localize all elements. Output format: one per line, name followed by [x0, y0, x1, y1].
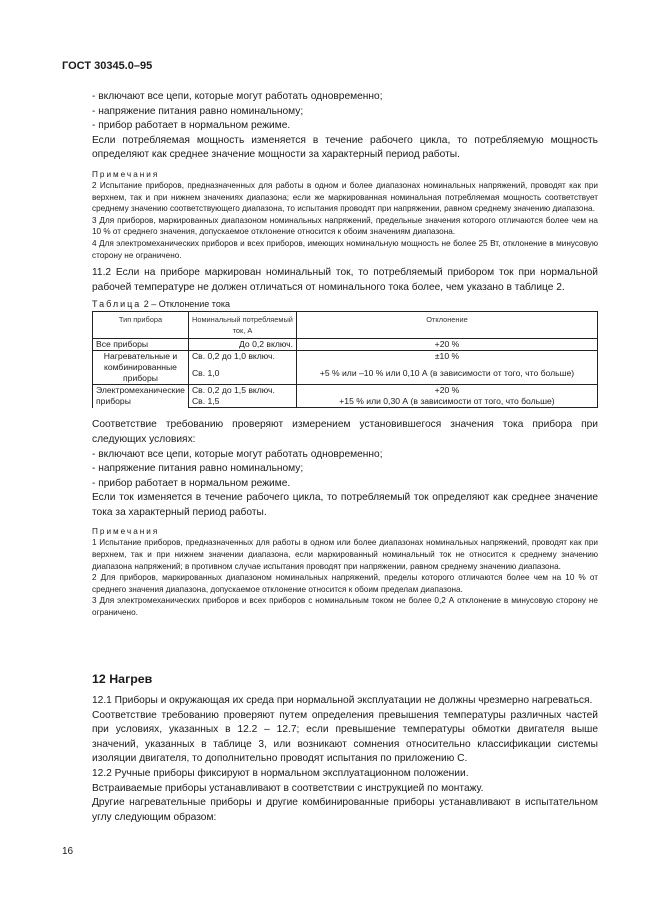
section-12-body	[92, 694, 598, 825]
condition-line: - прибор работает в нормальном режиме.	[92, 120, 291, 132]
cell-nominal: Св. 0,2 до 1,0 включ.	[188, 351, 296, 368]
table-row	[93, 339, 598, 351]
check-paragraph: Соответствие требованию проверяют путем определения превышения температуры различных частей при условиях, указанных в 12.2 – 12.7; если превышение температуры обмотки двигателя выше значений, указанных в таблице 3, или возникают сомнения относительно классификации системы изоляции двигателя, то дополнительно проводят испытания по приложению С.	[92, 709, 598, 765]
notes-heading: Примечания	[92, 169, 160, 179]
cell-deviation: +20 %	[296, 339, 597, 351]
cell-nominal: Св. 0,2 до 1,5 включ.	[188, 385, 296, 397]
section-title: 12 Нагрев	[92, 672, 153, 686]
other-appliances-paragraph: Другие нагревательные приборы и другие комбинированные приборы устанавливают в испытательном углу следующим образом:	[92, 797, 598, 823]
notes-heading: Примечания	[92, 527, 160, 537]
cell-type: Все приборы	[93, 339, 189, 351]
current-paragraph: Если ток изменяется в течение рабочего цикла, то потребляемый ток определяют как среднее значение тока за характерный период работы.	[92, 492, 598, 518]
cell-deviation: +15 % или 0,30 А (в зависимости от того, что больше)	[296, 396, 597, 408]
note-item: 2 Для приборов, маркированных диапазоном номинальных напряжений, пределы которого отличаются более чем на 10 % от среднего значения диапазона, допускаемое отклонение относится к обоим пределам диапазона.	[92, 573, 598, 594]
clause-11-1-end	[92, 90, 598, 619]
condition-line: - включают все цепи, которые могут работать одновременно;	[92, 91, 383, 102]
clause-12-1: 12.1 Приборы и окружающая их среда при нормальной эксплуатации не должны чрезмерно нагреваться.	[92, 695, 593, 706]
note-item: 2 Испытание приборов, предназначенных для работы в одном и более диапазонах номинальных напряжений, проводят как при верхнем, так и при нижнем значениях диапазона; если же маркированная номинальная потребляемая мощность соответствует среднему значению соответствующего диапазона, то испытания проводят при напряжении, равном среднему значению диапазона.	[92, 180, 598, 214]
cell-nominal: Св. 1,5	[188, 396, 296, 408]
page-number: 16	[62, 846, 74, 857]
cell-deviation: +5 % или –10 % или 0,10 А (в зависимости от того, что больше)	[296, 368, 597, 385]
cell-type: Электромеханические приборы	[93, 385, 189, 408]
table-row	[93, 385, 598, 397]
note-item: 1 Испытание приборов, предназначенных для работы в одном или более диапазонах номинальных напряжений, проводят как при верхнем, так и при нижнем значении диапазона, если маркированный номинальный ток не относится к среднему значению диапазона напряжений; в противном случае испытания проводят при напряжении, равном среднему значению диапазона.	[92, 538, 598, 571]
check-paragraph: Соответствие требованию проверяют измерением установившегося значения тока прибора при следующих условиях:	[92, 419, 598, 445]
cell-nominal: Св. 1,0	[188, 368, 296, 385]
col-header-type: Тип прибора	[93, 312, 189, 339]
current-deviation-table	[92, 311, 598, 408]
note-item: 4 Для электромеханических приборов и всех приборов, имеющих номинальную мощность не более 25 Вт, отклонение в минусовую сторону не ограничено.	[92, 238, 598, 260]
cell-deviation: +20 %	[296, 385, 597, 397]
cell-type: Нагревательные и комбинированные приборы	[93, 351, 189, 385]
condition-line: - включают все цепи, которые могут работать одновременно;	[92, 448, 383, 460]
table-caption-label: Таблица	[92, 299, 142, 310]
col-header-deviation: Отклонение	[296, 312, 597, 339]
condition-line: - напряжение питания равно номинальному;	[92, 463, 304, 475]
condition-line: - напряжение питания равно номинальному;	[92, 105, 304, 117]
condition-line: - прибор работает в нормальном режиме.	[92, 477, 291, 489]
table-caption-text: 2 – Отклонение тока	[141, 299, 230, 310]
power-paragraph: Если потребляемая мощность изменяется в течение рабочего цикла, то потребляемую мощность определяют как среднее значение мощности за характерный период работы.	[92, 134, 598, 161]
note-item: 3 Для электромеханических приборов и всех приборов с номинальным током не более 0,2 А отклонение в минусовую сторону не ограничено.	[92, 596, 598, 618]
cell-deviation: ±10 %	[296, 351, 597, 368]
col-header-nominal: Номинальный потребляемый ток, А	[188, 312, 296, 339]
table-row	[93, 351, 598, 368]
note-item: 3 Для приборов, маркированных диапазоном номинальных напряжений, предельные значения которого отличаются более чем на 10 % от среднего значения, допускаемое отклонение относится к обоим значениям диапазона.	[92, 215, 598, 237]
table-header-row	[93, 312, 598, 339]
built-in-paragraph: Встраиваемые приборы устанавливают в соответствии с инструкцией по монтажу.	[92, 782, 484, 794]
document-header: ГОСТ 30345.0–95	[62, 60, 153, 72]
cell-nominal: До 0,2 включ.	[188, 339, 296, 351]
clause-11-2: 11.2 Если на приборе маркирован номинальный ток, то потребляемый прибором ток при нормальной рабочей температуре не должен отличаться от номинального тока более, чем указано в таблице 2.	[92, 267, 598, 293]
table-caption	[92, 298, 598, 310]
clause-12-2: 12.2 Ручные приборы фиксируют в нормальном эксплуатационном положении.	[92, 767, 469, 779]
